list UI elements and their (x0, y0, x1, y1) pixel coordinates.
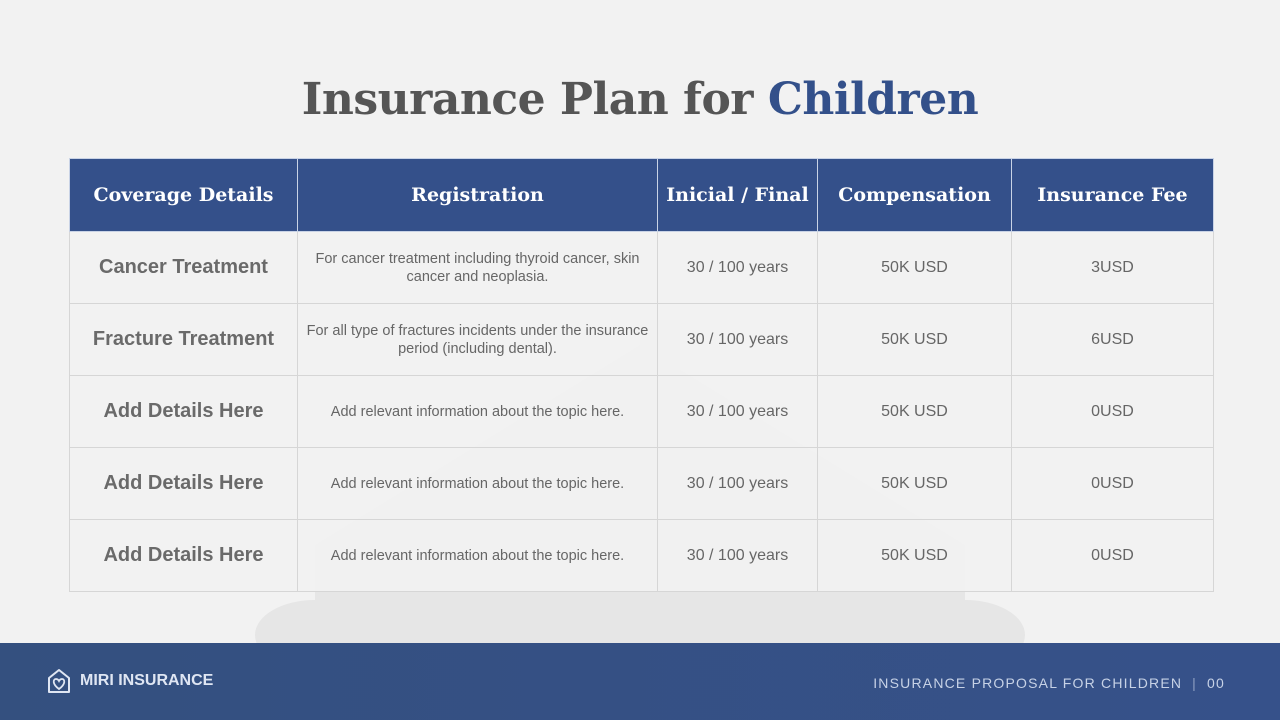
registration-cell: For all type of fractures incidents under the insurance period (including dental). (298, 304, 658, 376)
coverage-cell: Add Details Here (70, 520, 298, 592)
coverage-cell: Cancer Treatment (70, 232, 298, 304)
column-header: Insurance Fee (1012, 159, 1214, 232)
compensation-cell: 50K USD (818, 448, 1012, 520)
registration-cell: Add relevant information about the topic here. (298, 520, 658, 592)
insurance-fee-cell: 0USD (1012, 376, 1214, 448)
column-header: Inicial / Final (658, 159, 818, 232)
column-header: Registration (298, 159, 658, 232)
compensation-cell: 50K USD (818, 520, 1012, 592)
coverage-cell: Add Details Here (70, 448, 298, 520)
insurance-fee-cell: 0USD (1012, 448, 1214, 520)
table-row (70, 376, 1214, 448)
initial-final-cell: 30 / 100 years (658, 232, 818, 304)
table-header-row (70, 159, 1214, 232)
insurance-fee-cell: 3USD (1012, 232, 1214, 304)
registration-cell: For cancer treatment including thyroid cancer, skin cancer and neoplasia. (298, 232, 658, 304)
compensation-cell: 50K USD (818, 232, 1012, 304)
registration-cell: Add relevant information about the topic here. (298, 376, 658, 448)
column-header: Compensation (818, 159, 1012, 232)
initial-final-cell: 30 / 100 years (658, 304, 818, 376)
brand-name: MIRI INSURANCE (80, 672, 214, 689)
insurance-plan-table (69, 158, 1214, 592)
house-heart-icon (46, 667, 72, 695)
column-header: Coverage Details (70, 159, 298, 232)
registration-cell: Add relevant information about the topic here. (298, 448, 658, 520)
brand-logo (46, 667, 213, 695)
table-row (70, 304, 1214, 376)
page-title: Insurance Plan for Children (301, 74, 979, 125)
compensation-cell: 50K USD (818, 376, 1012, 448)
page-number: 00 (1207, 675, 1225, 691)
insurance-fee-cell: 0USD (1012, 520, 1214, 592)
table-row (70, 448, 1214, 520)
compensation-cell: 50K USD (818, 304, 1012, 376)
table-row (70, 520, 1214, 592)
insurance-fee-cell: 6USD (1012, 304, 1214, 376)
footer-subtitle: INSURANCE PROPOSAL FOR CHILDREN (873, 675, 1183, 691)
table-row (70, 232, 1214, 304)
coverage-cell: Add Details Here (70, 376, 298, 448)
footer-text: INSURANCE PROPOSAL FOR CHILDREN | 00 (873, 675, 1225, 691)
initial-final-cell: 30 / 100 years (658, 520, 818, 592)
initial-final-cell: 30 / 100 years (658, 376, 818, 448)
coverage-cell: Fracture Treatment (70, 304, 298, 376)
initial-final-cell: 30 / 100 years (658, 448, 818, 520)
